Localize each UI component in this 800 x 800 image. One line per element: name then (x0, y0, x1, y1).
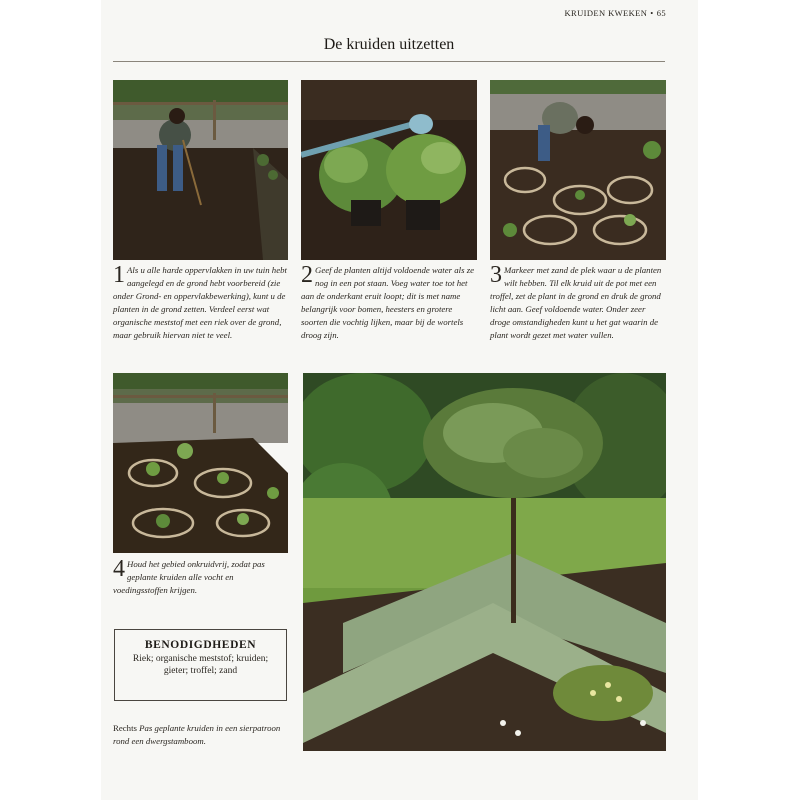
photo-step-2 (301, 80, 477, 260)
step-3 (490, 264, 666, 342)
step-2-text: Geef de planten altijd voldoende water als ze nog in een pot staan. Voeg water toe tot het aan de onderkant eruit loopt; dit is met name belangrijk voor bomen, heesters en grotere soorten die vochtig lijken, maar bij de wortels droog zijn. (301, 265, 475, 340)
requirements-list: Riek; organische meststof; kruiden; gieter; troffel; zand (132, 654, 269, 676)
caption-text: Pas geplante kruiden in een sierpatroon rond een dwergstamboom. (113, 723, 281, 746)
requirements-title: BENODIGDHEDEN (144, 639, 257, 651)
photo-step-4 (113, 373, 288, 553)
requirements-box (114, 629, 287, 701)
step-2-number: 2 (301, 262, 313, 288)
running-head-title: KRUIDEN KWEKEN (564, 8, 648, 18)
photo-step-3 (490, 80, 666, 260)
photo-finished-garden (303, 373, 666, 751)
right-margin (698, 0, 800, 800)
step-4 (113, 558, 288, 597)
step-1 (113, 264, 288, 342)
step-3-number: 3 (490, 262, 502, 288)
running-head-bullet: • (650, 8, 654, 18)
step-2 (301, 264, 477, 342)
caption-lead: Rechts (113, 723, 137, 733)
running-head (565, 8, 667, 18)
photo-step-1 (113, 80, 288, 260)
left-margin (0, 0, 101, 800)
title-rule (113, 61, 665, 62)
step-4-number: 4 (113, 556, 125, 582)
step-3-text: Markeer met zand de plek waar u de planten wilt hebben. Til elk kruid uit de pot met een troffel, zet de plant in de grond en druk de grond licht aan. Geef voldoende water. Onder zeer droge omstandigheden kunt u het gat waarin de plant wordt gezet met water vullen. (490, 265, 662, 340)
page-title: De kruiden uitzetten (323, 36, 455, 53)
step-4-text: Houd het gebied onkruidvrij, zodat pas geplante kruiden alle vocht en voedingsstoffen krijgen. (113, 559, 265, 595)
photo-caption (113, 722, 293, 748)
page-number: 65 (656, 8, 666, 18)
step-1-number: 1 (113, 262, 125, 288)
step-1-text: Als u alle harde oppervlakken in uw tuin hebt aangelegd en de grond hebt voorbereid (zie onder Grond- en oppervlakbewerking), kunt u de planten in de grond zetten. Verdeel eerst wat organische meststof met een riek over de grond, maar gebruik hiervan niet te veel. (113, 265, 287, 340)
